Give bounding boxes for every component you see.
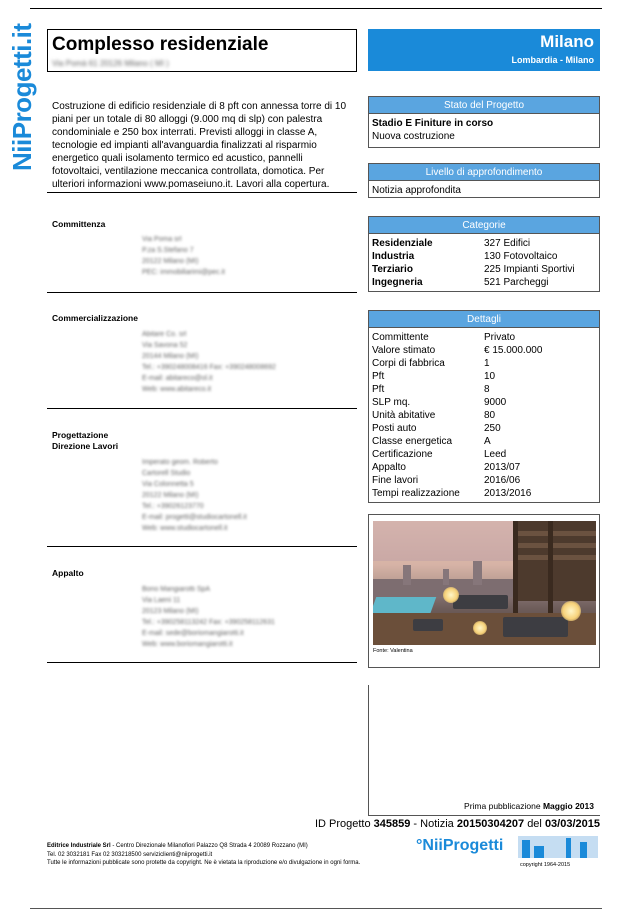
notizia-label: - Notizia [413, 818, 454, 830]
project-rendering-image [373, 521, 596, 645]
committenza-line: P.za S.Stefano 7 [142, 247, 194, 254]
livello-panel [368, 163, 600, 198]
project-address: Via Pomà 61 20126 Milano ( MI ) [52, 59, 169, 68]
dettaglio-row [372, 448, 596, 461]
stato-progetto-header: Stato del Progetto [369, 97, 599, 114]
dettaglio-value: € 15.000.000 [484, 345, 543, 356]
dettaglio-row [372, 396, 596, 409]
dettagli-panel [368, 310, 600, 503]
divider [47, 408, 357, 409]
id-value: 345859 [373, 818, 411, 830]
dettaglio-row [372, 474, 596, 487]
city-name: Milano [540, 32, 594, 51]
dettaglio-value: Leed [484, 449, 507, 460]
dettaglio-value: A [484, 436, 491, 447]
dettaglio-row [372, 370, 596, 383]
categoria-row [372, 250, 596, 263]
progettazione-line: 20122 Milano (MI) [142, 492, 199, 499]
dettaglio-value: 2016/06 [484, 475, 521, 486]
commercializzazione-line: 20144 Milano (MI) [142, 353, 199, 360]
dettaglio-value: 250 [484, 423, 501, 434]
appalto-label: Appalto [52, 568, 84, 578]
divider [47, 546, 357, 547]
categoria-value: 521 Parcheggi [484, 277, 549, 288]
dettaglio-key: Unità abitative [372, 410, 436, 421]
categorie-header: Categorie [369, 217, 599, 234]
progettazione-line: Tel.: +39026123770 [142, 503, 204, 510]
appalto-line: Via Laeni 11 [142, 597, 181, 604]
commercializzazione-line: Via Savona 52 [142, 342, 188, 349]
top-rule [30, 8, 602, 9]
dettagli-header: Dettagli [369, 311, 599, 328]
dettaglio-value: 9000 [484, 397, 507, 408]
committenza-line: PEC: immobiliarimi@pec.it [142, 269, 225, 276]
progettazione-line: Via Colonnetta 5 [142, 481, 194, 488]
footer-notice: Tutte le informazioni pubblicate sono protette da copyright. Ne è vietata la riproduzione e/o divulgazione in ogni forma. [47, 860, 361, 866]
dettaglio-row [372, 383, 596, 396]
commercializzazione-line: Web: www.abitareco.it [142, 386, 212, 393]
categoria-row [372, 263, 596, 276]
stato-progetto-panel [368, 96, 600, 148]
city-box [368, 29, 600, 71]
id-label: ID Progetto [314, 818, 371, 830]
prima-label: Prima pubblicazione [464, 801, 541, 811]
appalto-details [142, 584, 275, 650]
footer-contacts: Tel. 02 3032181 Fax 02 303218500 serviziclienti@niiprogetti.it [47, 851, 213, 858]
notizia-value: 20150304207 [456, 818, 525, 830]
progettazione-label-2: Direzione Lavori [52, 441, 119, 451]
niiprogetti-footer-logo [416, 834, 600, 860]
divider [47, 662, 357, 663]
page-title: Complesso residenziale [52, 34, 269, 55]
niiprogetti-vertical-logo: NiiProgetti.it [7, 23, 37, 171]
dettaglio-row [372, 344, 596, 357]
commercializzazione-label: Commercializzazione [52, 313, 138, 323]
categoria-key: Residenziale [372, 238, 433, 249]
categoria-key: Ingegneria [372, 277, 423, 288]
committenza-details [142, 234, 225, 278]
categoria-row [372, 276, 596, 289]
dettaglio-key: Appalto [372, 462, 406, 473]
commercializzazione-details [142, 329, 276, 395]
commercializzazione-line: Tel.: +390248008416 Fax: +390248008692 [142, 364, 276, 371]
dettaglio-row [372, 435, 596, 448]
dettaglio-value: 10 [484, 371, 496, 382]
dettaglio-row [372, 422, 596, 435]
image-caption: Fonte: Valentina [373, 648, 413, 654]
dettaglio-value: 1 [484, 358, 490, 369]
title-box [47, 29, 357, 72]
dettaglio-value: Privato [484, 332, 516, 343]
dettaglio-key: Valore stimato [372, 345, 436, 356]
notizia-date: 03/03/2015 [544, 818, 600, 830]
progettazione-line: Imperato geom. Roberto [142, 459, 218, 466]
dettaglio-row [372, 461, 596, 474]
commercializzazione-line: Abitare Co. srl [142, 331, 187, 338]
committenza-label: Committenza [52, 219, 106, 229]
dettaglio-key: Pft [372, 371, 385, 382]
progettazione-details [142, 457, 247, 534]
dettaglio-row [372, 409, 596, 422]
dettaglio-key: Committente [372, 332, 429, 343]
project-description: Costruzione di edificio residenziale di 8 pft con annessa torre di 10 piani per un totale di 80 alloggi (9.000 mq di slp) con palestra condominiale e 250 box interrati. Previsti alloggi in classe A, tecnologie ed impianti all'avanguardia finalizzati al risparmio energetico quali isolamento termico ed acustico, pannelli fotovoltaici, ventilazione meccanica controllata, domotica. Per ulteriori informazioni www.pomaseiuno.it. Lavori alla copertura. [52, 101, 347, 190]
progettazione-line: Cartorell Studio [142, 470, 191, 477]
appalto-line: Borio Mangiarotti SpA [142, 586, 211, 593]
footer [47, 842, 447, 868]
dettaglio-key: Tempi realizzazione [372, 488, 460, 499]
progettazione-line: E-mail: progetti@studiocartonell.it [142, 514, 247, 521]
progettazione-line: Web: www.studiocartonell.it [142, 525, 228, 532]
categoria-key: Terziario [372, 264, 413, 275]
committenza-line: 20122 Milano (MI) [142, 258, 199, 265]
dettaglio-row [372, 331, 596, 344]
progettazione-label-1: Progettazione [52, 430, 109, 440]
notes-frame [368, 685, 600, 816]
dettaglio-row [372, 357, 596, 370]
prima-pubblicazione [464, 801, 594, 811]
categoria-row [372, 237, 596, 250]
livello-value: Notizia approfondita [372, 185, 461, 196]
categoria-value: 130 Fotovoltaico [484, 251, 558, 262]
livello-header: Livello di approfondimento [369, 164, 599, 181]
appalto-line: 20123 Milano (MI) [142, 608, 199, 615]
appalto-line: Tel.: +390258113242 Fax: +390258112631 [142, 619, 275, 626]
dettaglio-value: 8 [484, 384, 490, 395]
dettaglio-value: 2013/07 [484, 462, 521, 473]
dettaglio-value: 2013/2016 [484, 488, 532, 499]
divider [47, 292, 357, 293]
stato-stage: Stadio E Finiture in corso [372, 118, 494, 129]
region-name: Lombardia - Milano [511, 55, 594, 65]
prima-value: Maggio 2013 [542, 801, 594, 811]
categoria-key: Industria [372, 251, 415, 262]
appalto-line: E-mail: sede@boriomangiarotti.it [142, 630, 244, 637]
dettaglio-key: Posti auto [372, 423, 417, 434]
id-line [200, 818, 600, 830]
appalto-line: Web: www.boriomangiarotti.it [142, 641, 233, 648]
footer-company: Editrice Industriale Srl [47, 843, 111, 849]
dettaglio-key: Classe energetica [372, 436, 453, 447]
del-label: del [527, 818, 542, 830]
stato-type: Nuova costruzione [372, 131, 455, 142]
divider [47, 192, 357, 193]
footer-logo-text: °NiiProgetti [416, 837, 504, 854]
dettaglio-row [372, 487, 596, 500]
project-image-frame [368, 514, 600, 668]
dettaglio-key: Fine lavori [372, 475, 419, 486]
dettaglio-key: Certificazione [372, 449, 433, 460]
dettaglio-value: 80 [484, 410, 496, 421]
categorie-panel [368, 216, 600, 292]
categoria-value: 225 Impianti Sportivi [484, 264, 575, 275]
copyright-text: copyright 1964-2015 [520, 862, 571, 868]
dettaglio-key: Corpi di fabbrica [372, 358, 445, 369]
progettazione-label [52, 430, 118, 452]
bottom-rule [30, 908, 602, 909]
dettaglio-key: Pft [372, 384, 385, 395]
commercializzazione-line: E-mail: abitareco@ol.it [142, 375, 213, 382]
footer-address: - Centro Direzionale Milanofiori Palazzo Q8 Strada 4 20089 Rozzano (MI) [110, 843, 308, 849]
dettaglio-key: SLP mq. [372, 397, 411, 408]
committenza-line: Via Poma srl [142, 236, 182, 243]
categoria-value: 327 Edifici [484, 238, 531, 249]
